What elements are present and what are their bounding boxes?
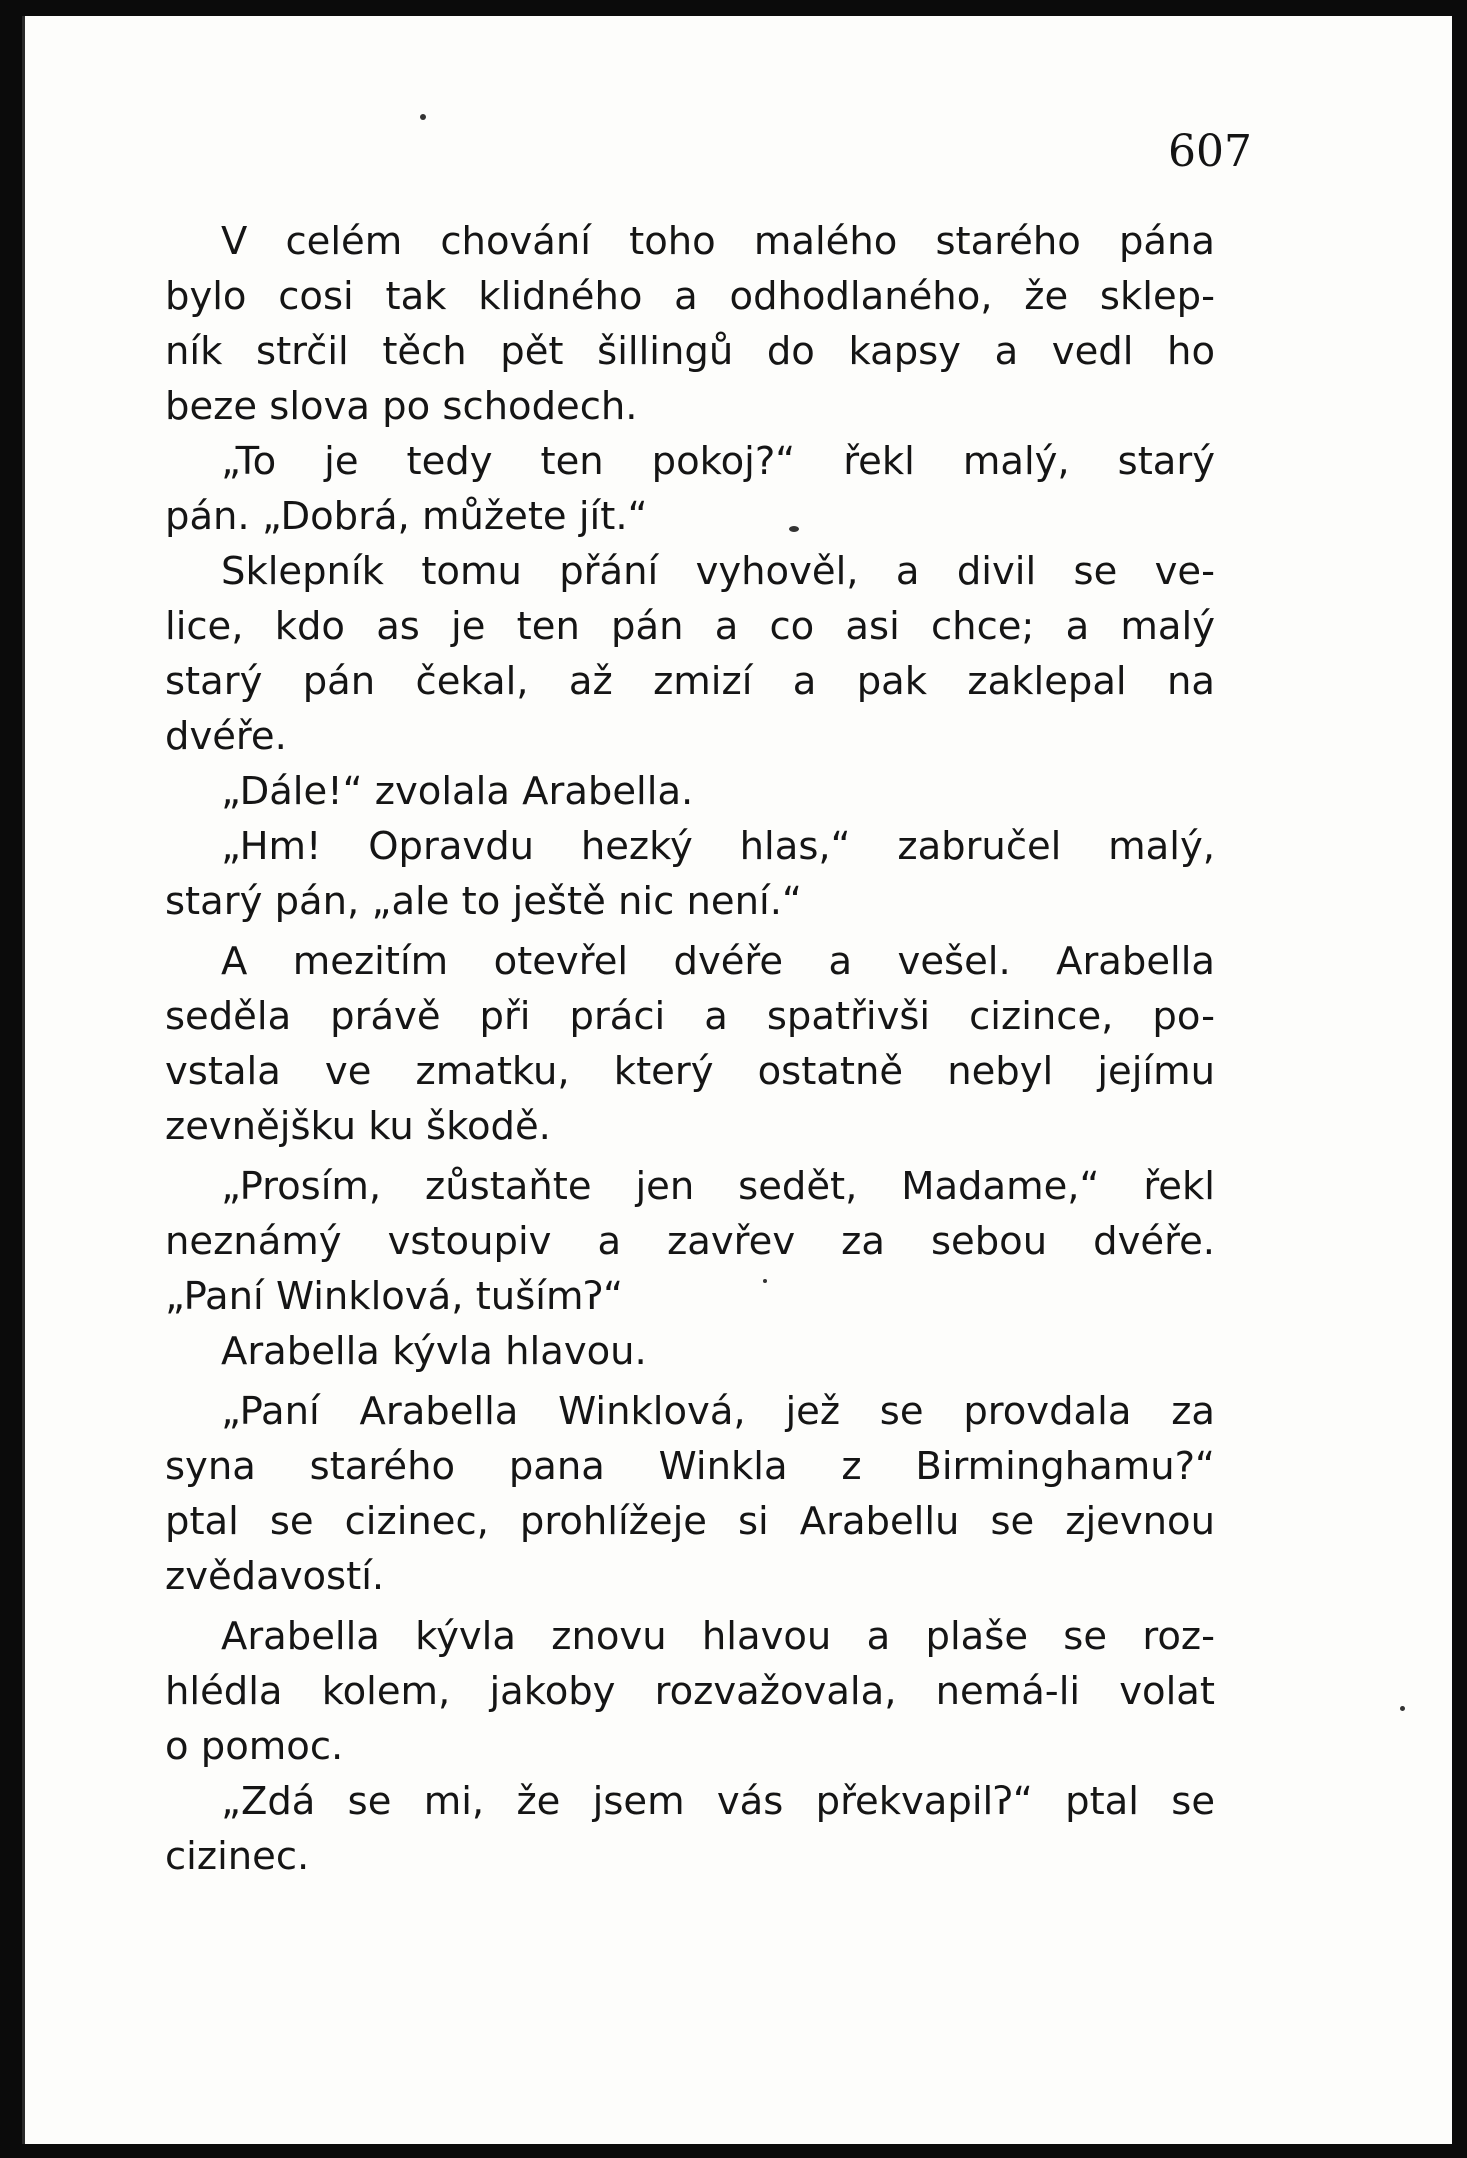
page-number: 607 <box>1168 126 1252 177</box>
text-line: seděla právě při práci a spatřivši cizince, po- <box>165 994 1215 1039</box>
text-line: V celém chování toho malého starého pána <box>221 219 1215 264</box>
text-line: o pomoc. <box>165 1724 344 1769</box>
speck-mark <box>789 526 799 532</box>
body-text <box>165 214 1215 1884</box>
text-line: lice, kdo as je ten pán a co asi chce; a malý <box>165 604 1215 649</box>
text-line: starý pán, „ale to ještě nic není.“ <box>165 879 802 924</box>
text-line: bylo cosi tak klidného a odhodlaného, že sklep- <box>165 274 1215 319</box>
speck-mark <box>420 114 426 120</box>
text-line: Sklepník tomu přání vyhověl, a divil se ve- <box>221 549 1215 594</box>
text-line: Arabella kývla hlavou. <box>221 1329 647 1374</box>
text-line: Arabella kývla znovu hlavou a plaše se roz- <box>221 1614 1215 1659</box>
text-line: „Hm! Opravdu hezký hlas,“ zabručel malý, <box>221 824 1215 869</box>
text-line: hlédla kolem, jakoby rozvažovala, nemá-li volat <box>165 1669 1215 1714</box>
text-line: syna starého pana Winkla z Birminghamu?“ <box>165 1444 1215 1489</box>
text-line: ník strčil těch pět šillingů do kapsy a vedl ho <box>165 329 1215 374</box>
text-line: ptal se cizinec, prohlížeje si Arabellu se zjevnou <box>165 1499 1215 1544</box>
text-line: vstala ve zmatku, který ostatně nebyl jejímu <box>165 1049 1215 1094</box>
text-line: starý pán čekal, až zmizí a pak zaklepal na <box>165 659 1215 704</box>
text-line: „Dále!“ zvolala Arabella. <box>221 769 694 814</box>
text-line: „Paní Winklová, tušímʔ“ <box>165 1274 624 1319</box>
text-line: zevnějšku ku škodě. <box>165 1104 551 1149</box>
book-page <box>22 16 1452 2144</box>
text-line: A mezitím otevřel dvéře a vešel. Arabella <box>221 939 1215 984</box>
speck-mark <box>763 1279 767 1283</box>
speck-mark <box>1400 1706 1405 1711</box>
text-line: neznámý vstoupiv a zavřev za sebou dvéře. <box>165 1219 1215 1264</box>
text-line: „Prosím, zůstaňte jen sedět, Madame,“ řekl <box>221 1164 1215 1209</box>
text-line: „To je tedy ten pokoj?“ řekl malý, starý <box>221 439 1215 484</box>
text-line: „Paní Arabella Winklová, jež se provdala za <box>221 1389 1215 1434</box>
text-line: pán. „Dobrá, můžete jít.“ <box>165 494 648 539</box>
text-line: cizinec. <box>165 1834 310 1879</box>
text-line: beze slova po schodech. <box>165 384 638 429</box>
text-line: zvědavostí. <box>165 1554 385 1599</box>
text-line: „Zdá se mi, že jsem vás překvapilʔ“ ptal se <box>221 1779 1215 1824</box>
text-line: dvéře. <box>165 714 287 759</box>
